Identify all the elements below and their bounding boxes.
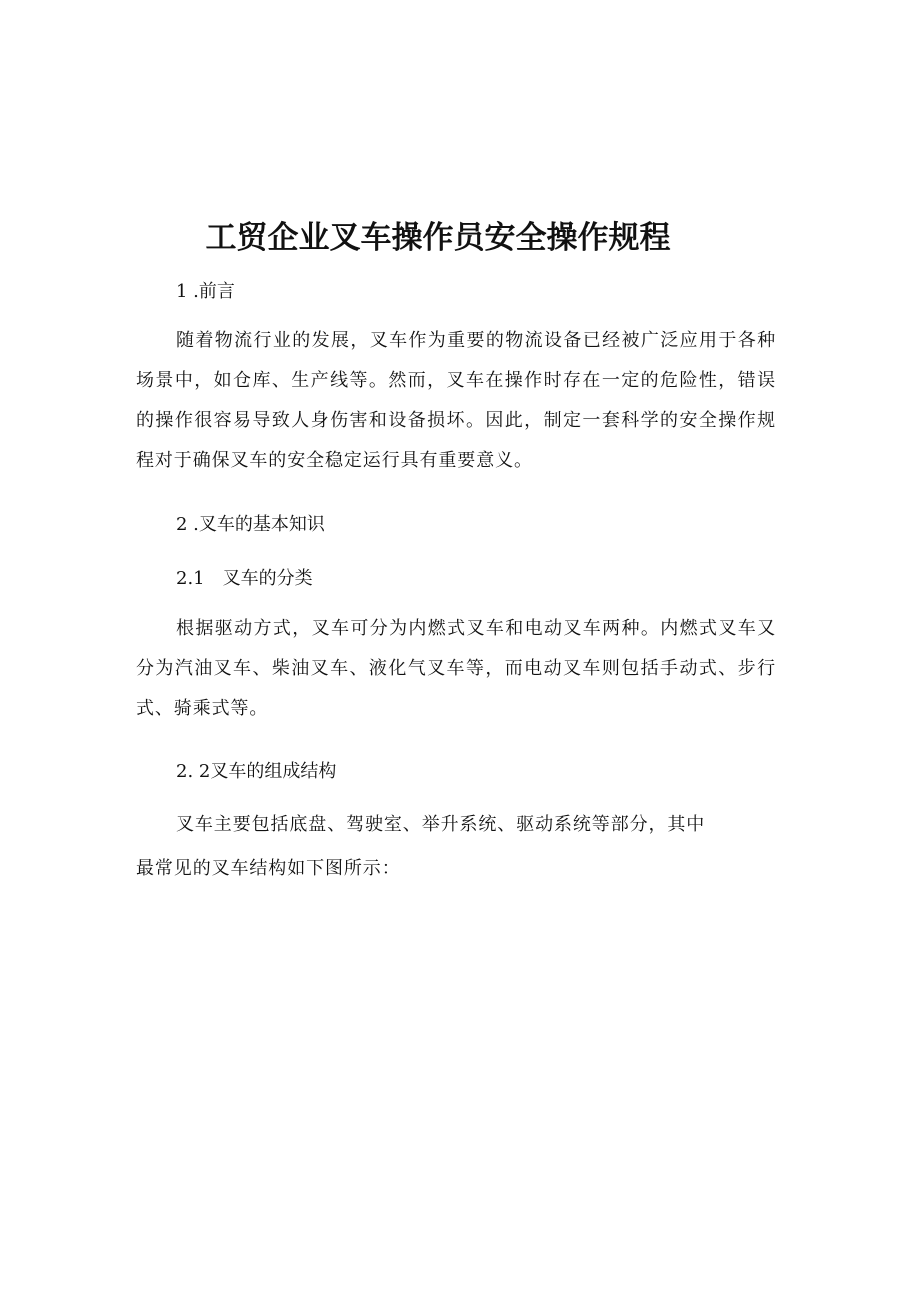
section-2-1-paragraph: 根据驱动方式，叉车可分为内燃式叉车和电动叉车两种。内燃式叉车又分为汽油叉车、柴油叉车、液化气叉车等，而电动叉车则包括手动式、步行式、骑乘式等。 [136,618,776,719]
section-2-1-heading: 2.1 叉车的分类 [176,568,313,589]
section-2-2-heading: 2. 2叉车的组成结构 [176,761,337,782]
section-1-heading: 1 .前言 [176,281,235,302]
section-2-2-paragraph-line-1: 叉车主要包括底盘、驾驶室、举升系统、驱动系统等部分，其中 [176,814,706,835]
document-title: 工贸企业叉车操作员安全操作规程 [205,220,671,256]
section-2-heading: 2 .叉车的基本知识 [176,514,325,535]
section-2-2-paragraph-line-2: 最常见的叉车结构如下图所示： [136,858,401,879]
section-1-paragraph: 随着物流行业的发展，叉车作为重要的物流设备已经被广泛应用于各种场景中，如仓库、生产线等。然而，叉车在操作时存在一定的危险性，错误的操作很容易导致人身伤害和设备损坏。因此，制定一套科学的安全操作规程对于确保叉车的安全稳定运行具有重要意义。 [136,330,776,471]
